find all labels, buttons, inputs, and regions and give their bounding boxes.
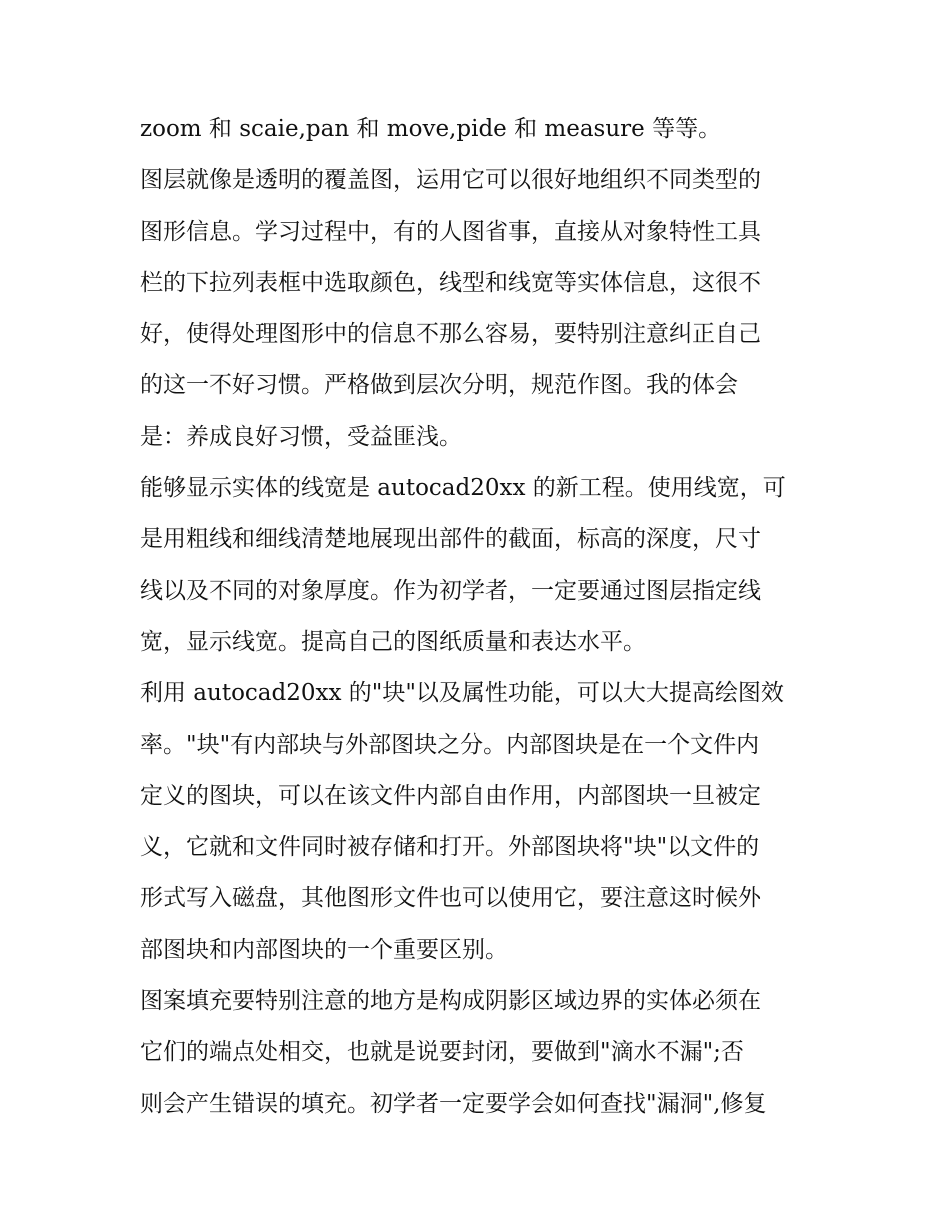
text-line: 能够显示实体的线宽是 autocad20xx 的新工程。使用线宽，可: [140, 475, 786, 502]
text-line: 部图块和内部图块的一个重要区别。: [140, 936, 508, 963]
text-line: zoom 和 scaie,pan 和 move,pide 和 measure 等等。: [140, 116, 722, 142]
document-body: [140, 104, 816, 1130]
text-line: 线以及不同的对象厚度。作为初学者，一定要通过图层指定线: [140, 577, 761, 604]
text-line: 栏的下拉列表框中选取颜色，线型和线宽等实体信息，这很不: [140, 269, 761, 296]
text-line: 定义的图块，可以在该文件内部自由作用，内部图块一旦被定: [140, 782, 761, 809]
text-line: 是用粗线和细线清楚地展现出部件的截面，标高的深度，尺寸: [140, 526, 761, 553]
text-line: 则会产生错误的填充。初学者一定要学会如何查找"漏洞",修复: [140, 1090, 767, 1117]
text-line: 图案填充要特别注意的地方是构成阴影区域边界的实体必须在: [140, 988, 761, 1015]
paragraph-blocks: [140, 668, 816, 976]
paragraph-lineweight: [140, 463, 816, 668]
text-line: 的这一不好习惯。严格做到层次分明，规范作图。我的体会: [140, 372, 738, 399]
text-line: 图层就像是透明的覆盖图，运用它可以很好地组织不同类型的: [140, 167, 761, 194]
paragraph-commands: [140, 104, 816, 155]
text-line: 是：养成良好习惯，受益匪浅。: [140, 423, 462, 450]
text-line: 它们的端点处相交，也就是说要封闭，要做到"滴水不漏";否: [140, 1039, 744, 1066]
text-line: 图形信息。学习过程中，有的人图省事，直接从对象特性工具: [140, 218, 761, 245]
text-line: 宽，显示线宽。提高自己的图纸质量和表达水平。: [140, 628, 646, 655]
text-line: 义，它就和文件同时被存储和打开。外部图块将"块"以文件的: [140, 834, 760, 861]
text-line: 率。"块"有内部块与外部图块之分。内部图块是在一个文件内: [140, 731, 760, 758]
paragraph-layers: [140, 155, 816, 463]
text-line: 好，使得处理图形中的信息不那么容易，要特别注意纠正自己: [140, 321, 761, 348]
text-line: 利用 autocad20xx 的"块"以及属性功能，可以大大提高绘图效: [140, 680, 784, 707]
text-line: 形式写入磁盘，其他图形文件也可以使用它，要注意这时候外: [140, 885, 761, 912]
paragraph-hatch: [140, 976, 816, 1130]
